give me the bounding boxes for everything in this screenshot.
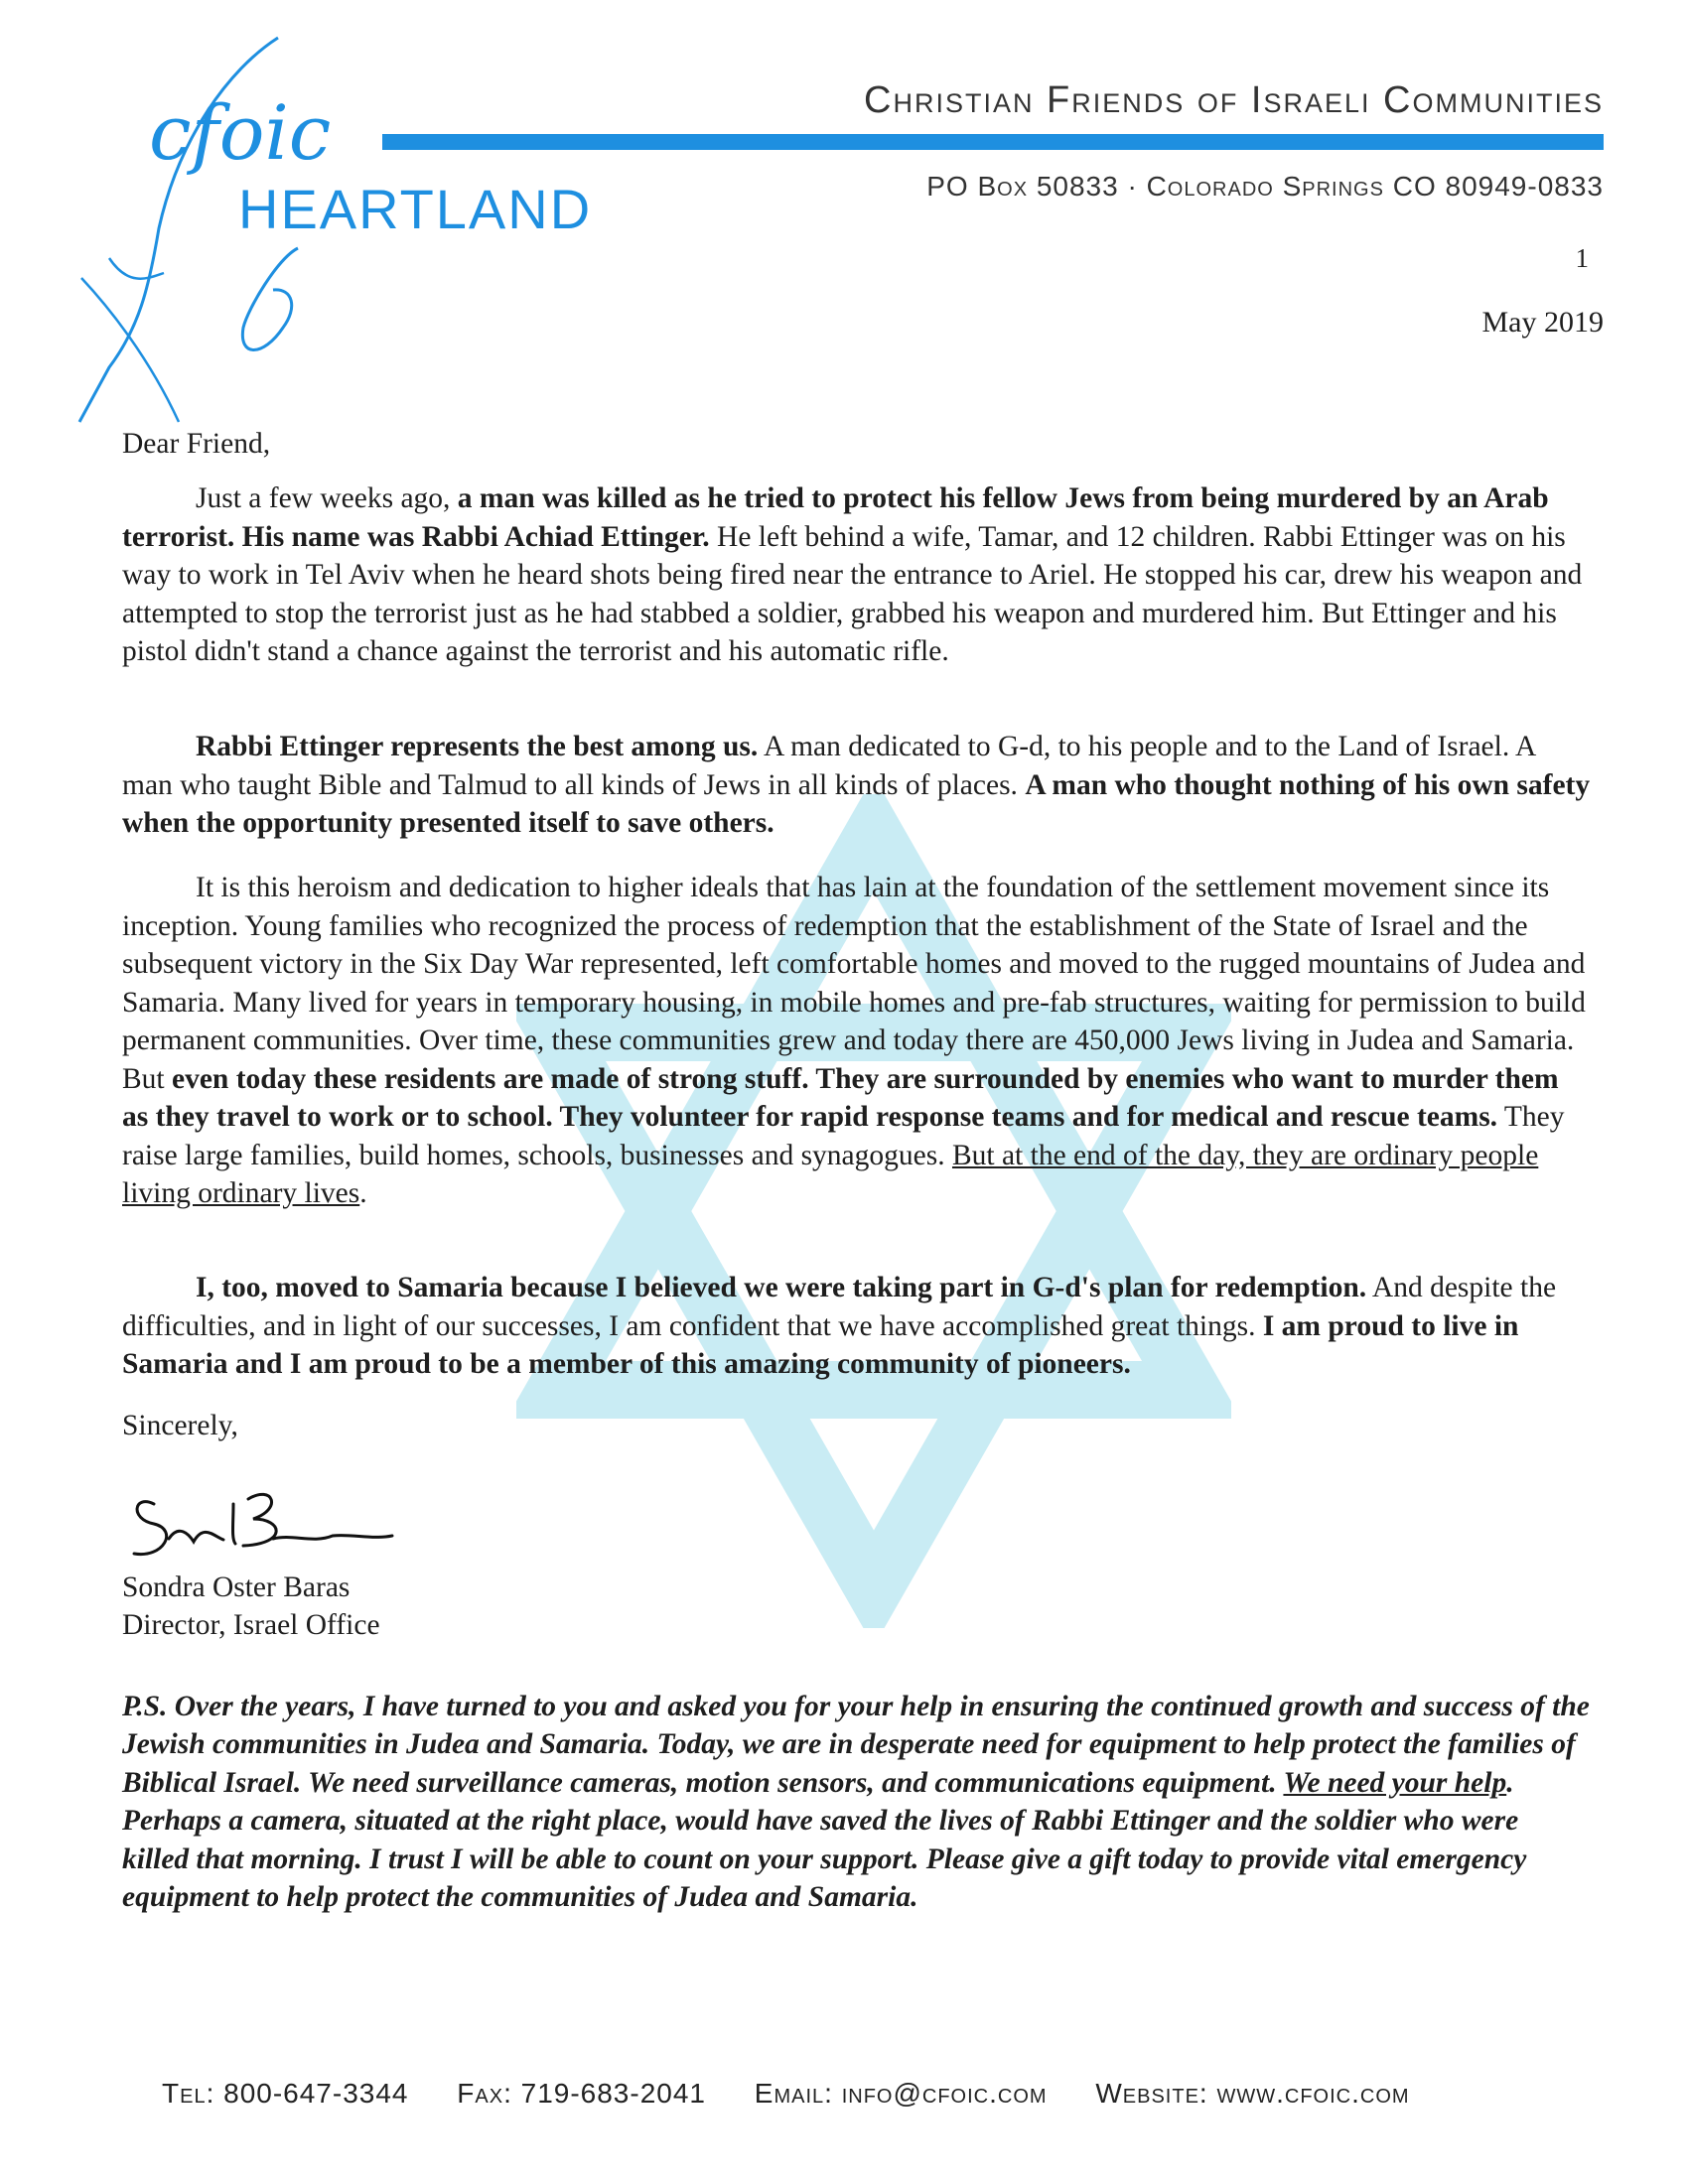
postscript [122,1688,1592,1917]
page-number: 1 [1575,243,1589,273]
handwritten-signature [124,1464,402,1564]
logo-script-text: cfoic [149,88,332,177]
text-run: P.S. Over the years, I have turned to you and asked you for your help in ensuring the continued growth and success of the Jewish communities in Judea and Samaria. Today, we are in desperate need for equipment to help protect the families of Biblical Israel. We need surveillance cameras, motion sensors, and communications equipment. [122,1690,1590,1799]
organization-address: PO Box 50833 · Colorado Springs CO 80949-0833 [926,171,1604,202]
footer-contact [162,2078,1602,2110]
text-run: I, too, moved to Samaria because I believed we were taking part in G-d's plan for redemption. [196,1272,1367,1303]
paragraph-1 [122,479,1592,671]
text-run: Rabbi Ettinger represents the best among us. [196,731,759,762]
text-run: We need your help [1283,1766,1507,1799]
paragraph-4 [122,1269,1592,1384]
text-run: It is this heroism and dedication to higher ideals that has lain at the foundation of the settlement movement since its inception. Young families who recognized the process of redemption that the establishment of the State of Israel and the subsequent victory in the Six Day War represented, left comfortable homes and moved to the rugged mountains of Judea and Samaria. Many lived for years in temporary housing, in mobile homes and pre-fab structures, waiting for permission to build permanent communities. Over time, these communities grew and today there are 450,000 Jews living in Judea and Samaria. But [122,872,1586,1095]
footer-phone: Tel: 800-647-3344 [162,2078,409,2109]
text-run: . [359,1177,367,1209]
cfoic-heartland-logo [70,30,645,447]
text-run: He left behind a wife, Tamar, and 12 children. Rabbi Ettinger was on his way to work in Tel Aviv when he heard shots being fired near the entrance to Ariel. He stopped his car, drew his weapon and attempted to stop the terrorist just as he had stabbed a soldier, grabbed his weapon and murdered him. But Ettinger and his pistol didn't stand a chance against the terrorist and his automatic rifle. [122,520,1583,667]
text-run: . Perhaps a camera, situated at the right place, would have saved the lives of Rabbi Ettinger and the soldier who were killed that morning. I trust I will be able to count on your support. Please give a gift today to provide vital emergency equipment to help protect the communities of Judea and Samaria. [122,1766,1527,1913]
text-run: A man dedicated to G-d, to his people and to the Land of Israel. A man who taught Bible and Talmud to all kinds of Jews in all kinds of places. [122,731,1535,801]
text-run: And despite the difficulties, and in light of our successes, I am confident that we have accomplished great things. [122,1272,1557,1342]
footer-website: Website: www.cfoic.com [1095,2078,1410,2109]
text-run: But at the end of the day, they are ordinary people living ordinary lives [122,1139,1539,1209]
footer-fax: Fax: 719-683-2041 [457,2078,706,2109]
paragraph-3 [122,869,1592,1213]
text-run: even today these residents are made of strong stuff. They are surrounded by enemies who want to murder them as they travel to work or to school. They volunteer for rapid response teams and for medical and rescue teams. [122,1062,1559,1133]
signer-title: Director, Israel Office [122,1609,380,1641]
signer-name: Sondra Oster Baras [122,1571,351,1603]
text-run: a man was killed as he tried to protect his fellow Jews from being murdered by an Arab terrorist. His name was Rabbi Achiad Ettinger. [122,482,1549,553]
text-run: I am proud to live in Samaria and I am proud to be a member of this amazing community of pioneers. [122,1309,1519,1380]
text-run: Just a few weeks ago, [196,482,458,514]
greeting: Dear Friend, [122,428,271,460]
text-run: A man who thought nothing of his own safety when the opportunity presented itself to save others. [122,768,1591,839]
logo-wordmark: HEARTLAND [238,178,593,240]
text-run: They raise large families, build homes, schools, businesses and synagogues. [122,1101,1565,1171]
header-rule [382,134,1604,150]
footer-email: Email: info@cfoic.com [754,2078,1048,2109]
letter-date: May 2019 [1481,306,1604,339]
organization-name: Christian Friends of Israeli Communities [864,79,1604,121]
paragraph-2 [122,728,1592,843]
closing: Sincerely, [122,1410,238,1441]
